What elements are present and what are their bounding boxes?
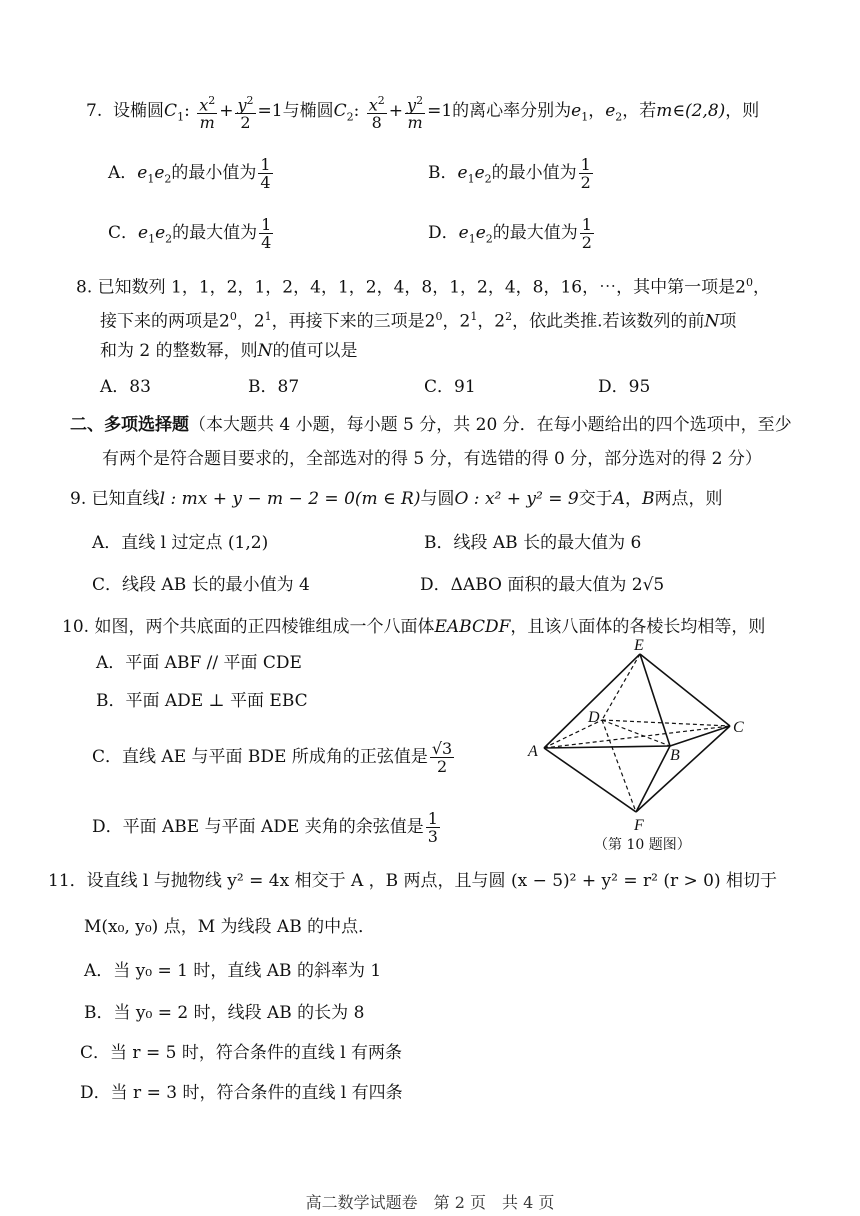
edge-AC (544, 726, 730, 748)
edge-EA (544, 654, 640, 748)
label-A: A (528, 743, 538, 760)
q9-stem: 9. 已知直线l : mx + y − m − 2 = 0(m ∈ R)与圆O : x² + y² = 9交于A，B两点，则 (70, 489, 723, 509)
q8-stem-line2: 接下来的两项是$2^0$，$2^1$，再接下来的三项是$2^0$，$2^1$，$2^2$，依此类推.若该数列的前N项 (100, 310, 737, 332)
label-E: E (634, 637, 644, 654)
fraction: $\frac{1}{4}$ (260, 155, 271, 192)
q9-option-c[interactable]: C．线段 AB 长的最小值为 4 (92, 575, 310, 595)
q7-option-d[interactable]: D．$e_1e_2$的最大值为 $\frac{1}{2}$ (428, 215, 592, 252)
q11-option-c[interactable]: C．当 r = 5 时，符合条件的直线 l 有两条 (80, 1043, 403, 1063)
edge-AF (544, 748, 636, 812)
label-D: D (588, 709, 600, 726)
q7-stem: 7. 设椭圆$C_1$: $\frac{x^2}{m}$ + $\frac{y^2}{2}$ =1与椭圆$C_2$: $\frac{x^2}{8}$ + $\frac{y^2}{m}$ =1的离心率分别为$e_1$，$e_2$，若m∈(2,8)，则 (86, 94, 760, 133)
q11-stem-line2: M(x₀, y₀) 点，M 为线段 AB 的中点． (84, 917, 376, 937)
q8-option-d[interactable]: D．95 (598, 377, 651, 397)
fraction: $\frac{1}{2}$ (580, 155, 591, 192)
label-F: F (634, 817, 644, 834)
fraction: $\frac{y^2}{m}$ (407, 94, 424, 133)
q9-option-d[interactable]: D．ΔABO 面积的最大值为 2√5 (420, 575, 665, 595)
q11-option-d[interactable]: D．当 r = 3 时，符合条件的直线 l 有四条 (80, 1083, 403, 1103)
q8-option-a[interactable]: A．83 (100, 377, 151, 397)
q11-stem-line1: 11．设直线 l 与抛物线 y² = 4x 相交于 A ，B 两点，且与圆 (x − 5)² + y² = r² (r > 0) 相切于 (48, 871, 778, 891)
q7-option-b[interactable]: B．$e_1e_2$的最小值为 $\frac{1}{2}$ (428, 155, 591, 192)
edge-EB (640, 654, 670, 746)
q9-option-a[interactable]: A．直线 l 过定点 (1,2) (92, 533, 269, 553)
q10-option-d[interactable]: D．平面 ABE 与平面 ADE 夹角的余弦值是 $\frac{1}{3}$ (92, 809, 438, 846)
q8-stem-line3: 和为 2 的整数幂，则N的值可以是 (100, 341, 358, 361)
fraction: $\frac{1}{2}$ (581, 215, 592, 252)
section-header: 二、多项选择题（本大题共 4 小题，每小题 5 分，共 20 分．在每小题给出的四个选项中，至少 (70, 415, 792, 435)
q10-option-b[interactable]: B．平面 ADE ⊥ 平面 EBC (96, 691, 308, 711)
fraction: $\frac{x^2}{m}$ (199, 94, 216, 133)
edge-BF (636, 746, 670, 812)
label-C: C (733, 719, 744, 736)
q7-option-a[interactable]: A．$e_1e_2$的最小值为 $\frac{1}{4}$ (108, 155, 271, 192)
edge-AB (544, 746, 670, 748)
fraction: $\frac{y^2}{2}$ (237, 94, 254, 133)
edge-ED (602, 654, 640, 720)
q7-option-c[interactable]: C．$e_1e_2$的最大值为 $\frac{1}{4}$ (108, 215, 272, 252)
edge-DC (602, 720, 730, 726)
fraction: $\frac{√3}{2}$ (431, 739, 453, 776)
q11-option-b[interactable]: B．当 y₀ = 2 时，线段 AB 的长为 8 (84, 1003, 365, 1023)
q8-option-b[interactable]: B．87 (248, 377, 300, 397)
q9-option-b[interactable]: B．线段 AB 长的最大值为 6 (424, 533, 642, 553)
edge-EC (640, 654, 730, 726)
fraction: $\frac{1}{3}$ (427, 809, 438, 846)
fraction: $\frac{x^2}{8}$ (368, 94, 385, 133)
octahedron-figure (520, 636, 760, 836)
section-header-desc: 有两个是符合题目要求的，全部选对的得 5 分，有选错的得 0 分，部分选对的得 2 分） (102, 449, 762, 469)
q8-option-c[interactable]: C．91 (424, 377, 476, 397)
edge-DB (602, 720, 670, 746)
q8-stem-line1: 8. 已知数列 1，1，2，1，2，4，1，2，4，8，1，2，4，8，16，⋯，其中第一项是$2^0$， (76, 276, 770, 298)
q10-stem: 10. 如图，两个共底面的正四棱锥组成一个八面体EABCDF，且该八面体的各棱长均相等，则 (62, 617, 766, 637)
edge-DF (602, 720, 636, 812)
q11-option-a[interactable]: A．当 y₀ = 1 时，直线 AB 的斜率为 1 (84, 961, 382, 981)
label-B: B (670, 747, 680, 764)
fraction: $\frac{1}{4}$ (261, 215, 272, 252)
q10-option-c[interactable]: C．直线 AE 与平面 BDE 所成角的正弦值是 $\frac{√3}{2}$ (92, 739, 453, 776)
figure-caption: （第 10 题图） (594, 837, 691, 853)
page-footer: 高二数学试题卷 第 2 页 共 4 页 (305, 1193, 555, 1212)
q10-option-a[interactable]: A．平面 ABF // 平面 CDE (96, 653, 302, 673)
